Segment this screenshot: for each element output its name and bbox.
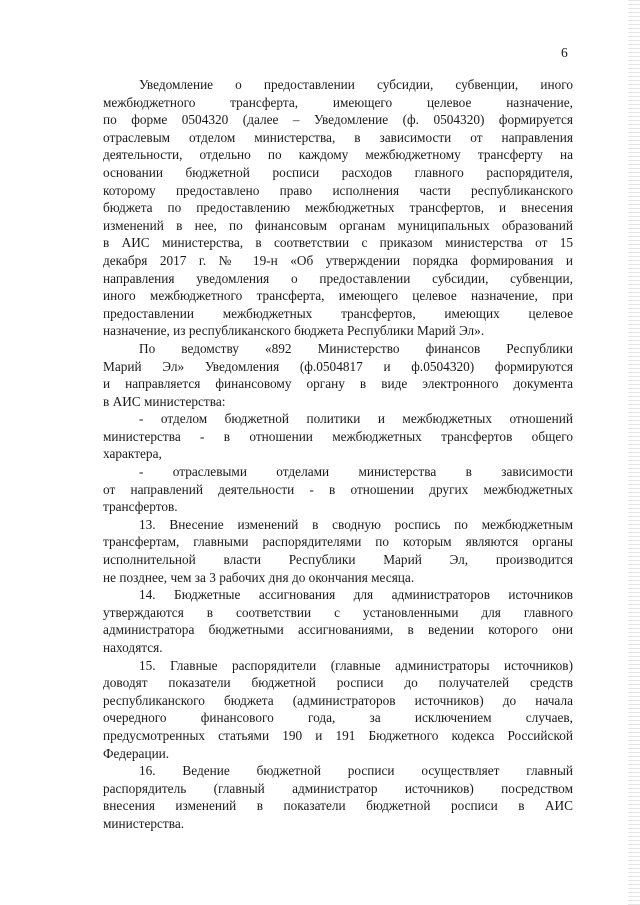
paragraph-p1 bbox=[103, 76, 573, 340]
text-line: внесения изменений в показатели бюджетной росписи в АИС bbox=[103, 798, 573, 814]
text-line: Федерации. bbox=[103, 745, 170, 761]
paragraph-p5 bbox=[103, 516, 573, 586]
scan-edge-artifact bbox=[628, 0, 640, 905]
text-line: направления уведомления о предоставлении субсидии, субвенции, bbox=[103, 270, 573, 286]
text-line: Марий Эл» Уведомления (ф.0504817 и ф.0504320) формируются bbox=[103, 358, 573, 374]
text-line: в АИС министерства, в соответствии с приказом министерства от 15 bbox=[103, 235, 573, 251]
text-line: не позднее, чем за 3 рабочих дня до окончания месяца. bbox=[103, 569, 415, 585]
text-line: которому предоставлено право исполнения части республиканского bbox=[103, 182, 573, 198]
text-line: исполнительной власти Республики Марий Эл, производится bbox=[103, 552, 573, 568]
paragraph-p7 bbox=[103, 657, 573, 763]
text-line: 16. Ведение бюджетной росписи осуществляет главный bbox=[139, 763, 573, 779]
text-line: межбюджетного трансферта, имеющего целевое назначение, bbox=[103, 94, 573, 110]
text-line: отраслевым отделом министерства, в зависимости от направления bbox=[103, 129, 573, 145]
text-line: - отделом бюджетной политики и межбюджетных отношений bbox=[139, 411, 573, 427]
paragraph-p6 bbox=[103, 586, 573, 656]
text-line: по форме 0504320 (далее – Уведомление (ф. 0504320) формируется bbox=[103, 112, 573, 128]
paragraph-p4 bbox=[103, 463, 573, 516]
text-line: очередного финансового года, за исключением случаев, bbox=[103, 710, 573, 726]
text-line: Уведомление о предоставлении субсидии, субвенции, иного bbox=[139, 77, 573, 92]
text-line: характера, bbox=[103, 446, 162, 462]
text-line: трансфертов. bbox=[103, 499, 178, 515]
text-line: от направлений деятельности - в отношении других межбюджетных bbox=[103, 481, 573, 497]
paragraph-p2 bbox=[103, 340, 573, 410]
text-line: доводят показатели бюджетной росписи до получателей средств bbox=[103, 675, 573, 691]
text-line: в АИС министерства: bbox=[103, 393, 226, 409]
text-line: администратора бюджетными ассигнованиями, в ведении которого они bbox=[103, 622, 573, 638]
text-line: иного межбюджетного трансферта, имеющего целевое назначение, при bbox=[103, 288, 573, 304]
text-line: назначение, из республиканского бюджета Республики Марий Эл». bbox=[103, 323, 485, 339]
text-line: республиканского бюджета (администраторов источников) до начала bbox=[103, 692, 573, 708]
text-line: министерства - в отношении межбюджетных трансфертов общего bbox=[103, 428, 573, 444]
text-line: трансфертам, главными распорядителями по которым являются органы bbox=[103, 534, 573, 550]
text-line: 13. Внесение изменений в сводную роспись по межбюджетным bbox=[139, 516, 573, 532]
text-line: декабря 2017 г. № 19-н «Об утверждении порядка формирования и bbox=[103, 252, 573, 268]
text-line: По ведомству «892 Министерство финансов Республики bbox=[139, 340, 573, 356]
text-line: изменений в нее, по финансовым органам муниципальных образований bbox=[103, 217, 573, 233]
text-line: 14. Бюджетные ассигнования для администраторов источников bbox=[139, 587, 573, 603]
text-line: и направляется финансовому органу в виде электронного документа bbox=[103, 376, 573, 392]
text-line: предоставлении межбюджетных трансфертов, имеющих целевое bbox=[103, 305, 573, 321]
text-line: бюджета по предоставлению межбюджетных трансфертов, и внесения bbox=[103, 200, 573, 216]
text-line: распорядитель (главный администратор источников) посредством bbox=[103, 780, 573, 796]
text-line: утверждаются в соответствии с установленными для главного bbox=[103, 604, 573, 620]
text-line: деятельности, отдельно по каждому межбюджетному трансферту на bbox=[103, 147, 573, 163]
text-line: министерства. bbox=[103, 815, 185, 831]
text-line: 15. Главные распорядители (главные администраторы источников) bbox=[139, 657, 573, 673]
page-number: 6 bbox=[561, 45, 568, 60]
text-line: находятся. bbox=[103, 640, 163, 655]
paragraph-p8 bbox=[103, 762, 573, 832]
paragraph-p3 bbox=[103, 410, 573, 463]
document-body bbox=[103, 76, 573, 833]
text-line: основании бюджетной росписи расходов главного распорядителя, bbox=[103, 164, 573, 180]
text-line: - отраслевыми отделами министерства в зависимости bbox=[139, 464, 573, 480]
text-line: предусмотренных статьями 190 и 191 Бюджетного кодекса Российской bbox=[103, 727, 573, 743]
